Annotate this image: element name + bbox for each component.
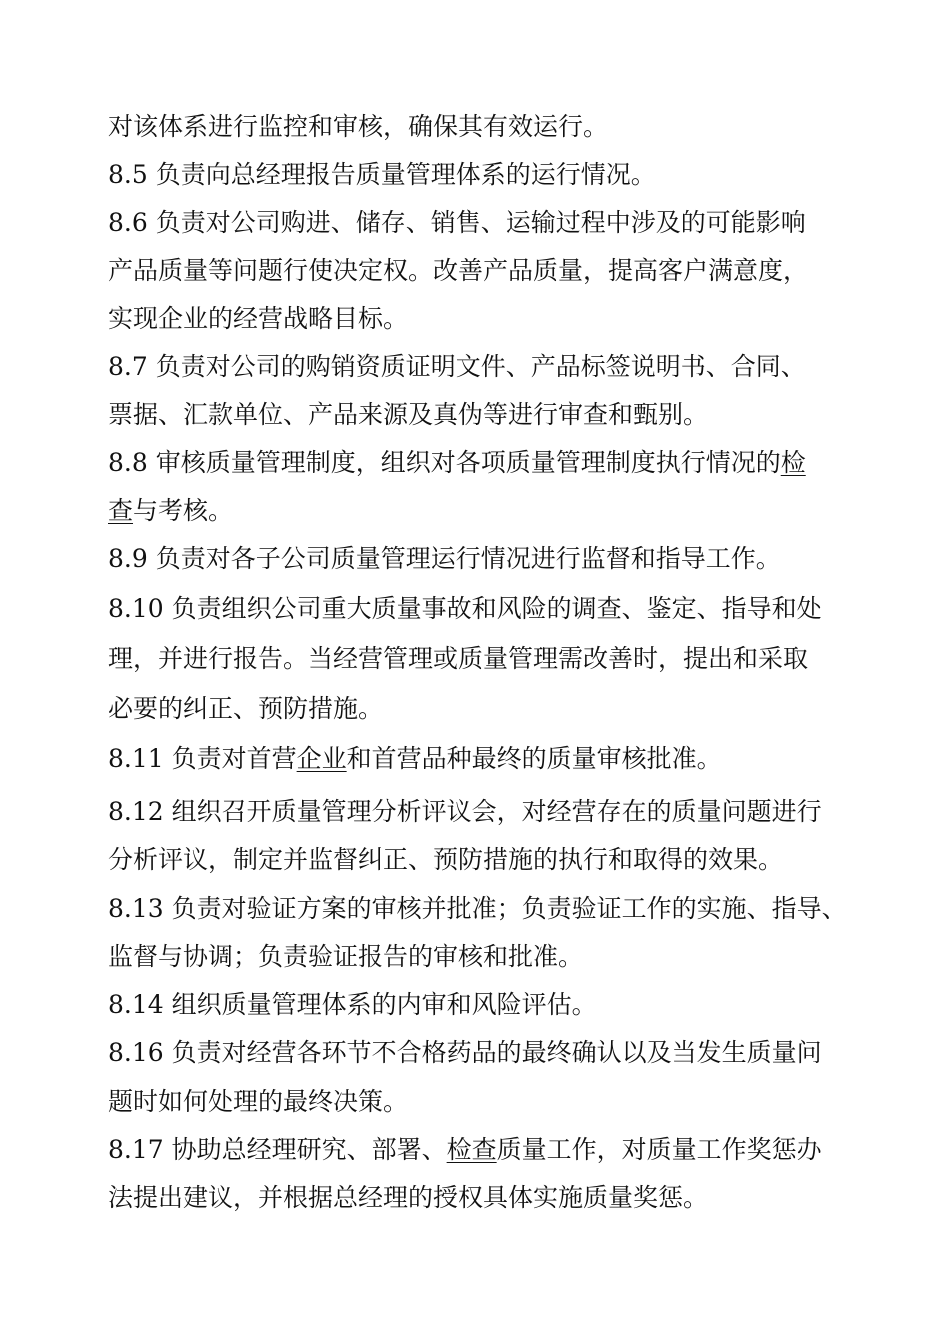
text-line: 必要的纠正、预防措施。 — [108, 694, 384, 723]
text-line: 8.10 负责组织公司重大质量事故和风险的调查、鉴定、指导和处 — [108, 594, 822, 623]
underlined-term: 检 — [780, 448, 806, 477]
text-line: 监督与协调；负责验证报告的审核和批准。 — [108, 942, 584, 971]
text-line: 法提出建议，并根据总经理的授权具体实施质量奖惩。 — [108, 1183, 709, 1212]
text-segment: 质量工作，对质量工作奖惩办 — [496, 1135, 822, 1164]
text-line: 票据、汇款单位、产品来源及真伪等进行审查和甄别。 — [108, 400, 709, 429]
text-line: 8.6 负责对公司购进、储存、销售、运输过程中涉及的可能影响 — [108, 208, 806, 237]
text-line: 8.16 负责对经营各环节不合格药品的最终确认以及当发生质量问 — [108, 1038, 822, 1067]
underlined-term: 企业 — [296, 744, 347, 773]
text-line — [108, 744, 722, 774]
text-line — [108, 496, 233, 526]
text-line: 8.7 负责对公司的购销资质证明文件、产品标签说明书、合同、 — [108, 352, 806, 381]
text-line: 题时如何处理的最终决策。 — [108, 1087, 409, 1116]
text-line: 8.14 组织质量管理体系的内审和风险评估。 — [108, 990, 597, 1019]
text-line: 8.9 负责对各子公司质量管理运行情况进行监督和指导工作。 — [108, 544, 781, 573]
text-segment: 8.11 负责对首营 — [108, 744, 297, 773]
text-line: 对该体系进行监控和审核，确保其有效运行。 — [108, 112, 609, 141]
text-line: 实现企业的经营战略目标。 — [108, 304, 409, 333]
underlined-term: 查 — [108, 496, 134, 525]
text-line: 8.12 组织召开质量管理分析评议会，对经营存在的质量问题进行 — [108, 797, 822, 826]
underlined-term: 检查 — [446, 1135, 497, 1164]
text-line: 分析评议，制定并监督纠正、预防措施的执行和取得的效果。 — [108, 845, 784, 874]
text-segment: 8.8 审核质量管理制度，组织对各项质量管理制度执行情况的 — [108, 448, 781, 477]
text-segment: 和首营品种最终的质量审核批准。 — [346, 744, 722, 773]
text-line: 8.13 负责对验证方案的审核并批准；负责验证工作的实施、指导、 — [108, 894, 847, 923]
text-segment: 8.17 协助总经理研究、部署、 — [108, 1135, 447, 1164]
text-segment: 与考核。 — [133, 496, 234, 525]
text-line — [108, 1135, 822, 1165]
text-line: 8.5 负责向总经理报告质量管理体系的运行情况。 — [108, 160, 656, 189]
text-line: 产品质量等问题行使决定权。改善产品质量，提高客户满意度， — [108, 256, 809, 285]
text-line: 理，并进行报告。当经营管理或质量管理需改善时，提出和采取 — [108, 644, 809, 673]
text-line — [108, 448, 806, 478]
